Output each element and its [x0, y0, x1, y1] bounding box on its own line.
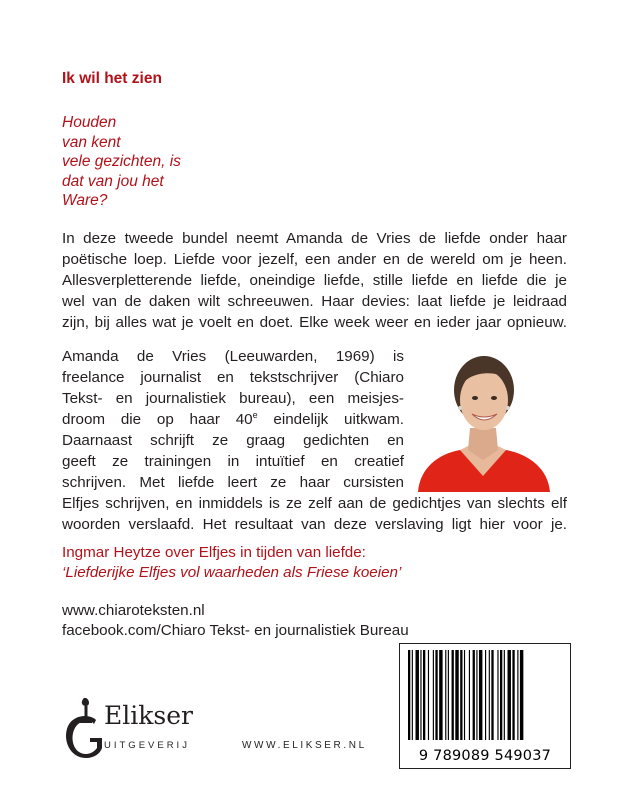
publisher-subtitle: UITGEVERIJ — [104, 740, 190, 751]
text-line: geeft ze trainingen in intuïtief en creatief — [62, 453, 404, 470]
text-line — [62, 409, 404, 430]
book-description — [62, 228, 567, 333]
barcode-bar — [517, 650, 518, 740]
barcode-bar — [423, 650, 425, 740]
quote-text: ‘Liefderijke Elfjes vol waarheden als Friese koeien’ — [62, 564, 402, 581]
barcode-bar — [512, 650, 514, 740]
barcode-bar — [452, 650, 454, 740]
text-line: In deze tweede bundel neemt Amanda de Vries de liefde onder haar — [62, 230, 567, 247]
author-links — [62, 601, 409, 641]
barcode-bar — [479, 650, 482, 740]
barcode-bar — [469, 650, 470, 740]
publisher-website[interactable]: WWW.ELIKSER.NL — [242, 740, 367, 751]
review-quote — [62, 543, 401, 583]
barcode-bar — [433, 650, 434, 740]
barcode-bar — [420, 650, 421, 740]
text-line: Amanda de Vries (Leeuwarden, 1969) is — [62, 348, 404, 365]
poem — [62, 113, 181, 211]
barcode-bar — [508, 650, 511, 740]
barcode-bar — [520, 650, 523, 740]
barcode-bar — [497, 650, 498, 740]
barcode-bar — [489, 650, 490, 740]
text-fragment: droom die op haar 40 — [62, 411, 253, 428]
text-line: Elfjes schrijven, en inmiddels is ze zelf aan de gedichtjes van slechts elf — [62, 495, 567, 512]
poem-line: vele gezichten, is — [62, 153, 181, 170]
barcode-bar — [412, 650, 413, 740]
barcode-bar — [428, 650, 429, 740]
book-subtitle: Ik wil het zien — [62, 70, 162, 87]
text-line: poëtische loep. Liefde voor jezelf, een ander en de wereld om je heen. — [62, 251, 567, 268]
superscript: e — [252, 410, 258, 420]
barcode-bar — [455, 650, 458, 740]
barcode — [399, 643, 571, 769]
poem-line: Ware? — [62, 192, 108, 209]
text-line: woorden verslaafd. Het resultaat van deze verslaving ligt hier voor je. — [62, 516, 567, 533]
publisher-name: Elikser — [104, 701, 193, 730]
text-line: freelance journalist en tekstschrijver (Chiaro — [62, 369, 404, 386]
text-line: Daarnaast schrijft ze graag gedichten en — [62, 432, 404, 449]
website-link[interactable]: www.chiaroteksten.nl — [62, 602, 205, 619]
poem-line: van kent — [62, 133, 121, 151]
poem-line: dat van jou het — [62, 172, 164, 190]
isbn-number: 9 789089 549037 — [418, 748, 552, 764]
text-line: Allesverpletterende liefde, oneindige liefde, stille liefde en liefde die je — [62, 272, 567, 289]
barcode-bar — [416, 650, 419, 740]
barcode-bar — [460, 650, 462, 740]
barcode-bar — [408, 650, 410, 740]
barcode-bar — [464, 650, 465, 740]
barcode-bar — [435, 650, 437, 740]
poem-line: Houden — [62, 114, 117, 131]
barcode-bar — [439, 650, 442, 740]
text-line: wel van de daken wilt schreeuwen. Haar devies: laat liefde je leidraad — [62, 293, 567, 310]
text-fragment: eindelijk uitkwam. — [257, 411, 404, 428]
barcode-bars — [400, 644, 570, 744]
quote-attribution: Ingmar Heytze over Elfjes in tijden van liefde: — [62, 544, 366, 561]
text-line: Tekst- en journalistiek bureau), een meisjes- — [62, 390, 404, 407]
barcode-bar — [500, 650, 502, 740]
barcode-bar — [445, 650, 446, 740]
text-line: schrijven. Met liefde leert ze haar cursisten — [62, 474, 404, 491]
facebook-link[interactable]: facebook.com/Chiaro Tekst- en journalistiek Bureau — [62, 622, 409, 639]
barcode-bar — [504, 650, 505, 740]
barcode-bar — [485, 650, 486, 740]
barcode-bar — [448, 650, 449, 740]
text-line: zijn, bij alles wat je voelt en doet. Elke week weer en ieder jaar opnieuw. — [62, 314, 567, 331]
barcode-bar — [473, 650, 475, 740]
barcode-bar — [491, 650, 493, 740]
author-photo — [398, 350, 568, 492]
barcode-bar — [476, 650, 477, 740]
